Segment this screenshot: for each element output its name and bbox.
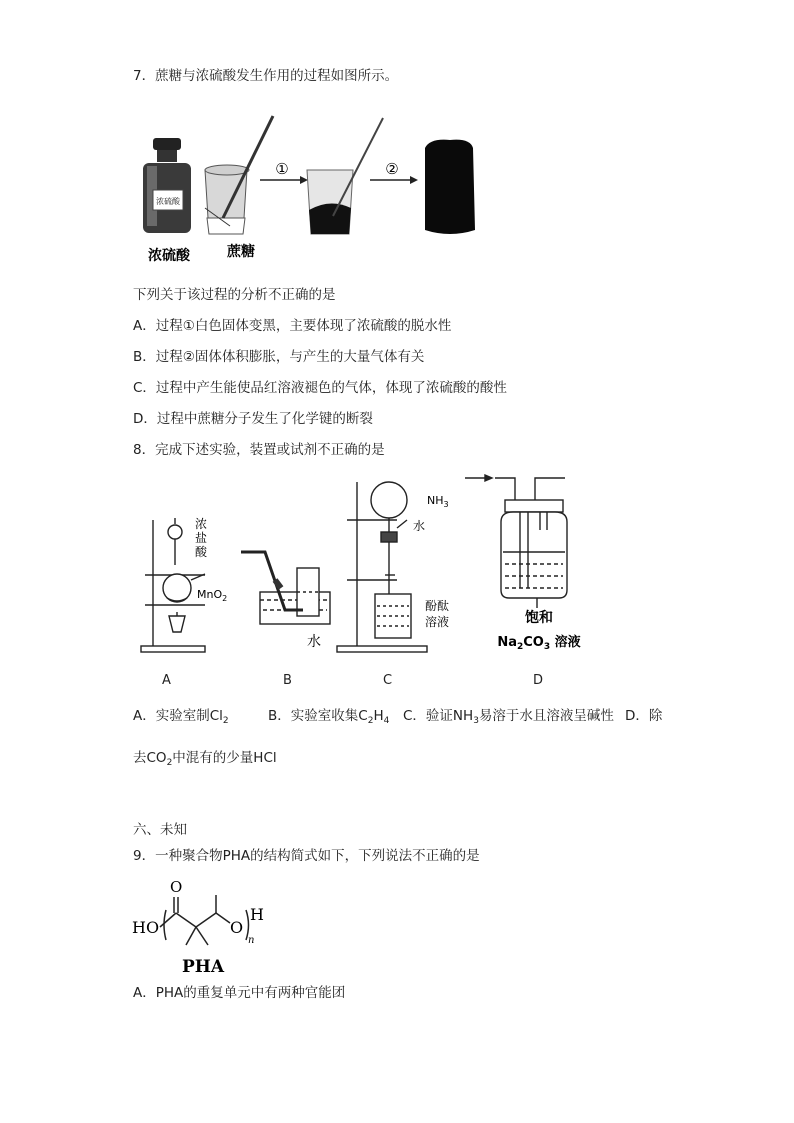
sulfuric-acid-bottle [143,138,191,233]
q9-option-a: A．PHA的重复单元中有两种官能团 [133,985,346,1001]
carbon-column [425,140,475,234]
apparatus-d [465,475,567,608]
label-d: D [533,673,544,688]
q7-option-a: A．过程①白色固体变黑，主要体现了浓硫酸的脱水性 [133,318,452,334]
apparatus-b [241,552,330,624]
pha-structure [130,875,280,980]
q7-stem: 7．蔗糖与浓硫酸发生作用的过程如图所示。 [133,68,399,84]
a-acid-1: 浓 [195,517,208,531]
label-c: C [383,673,393,688]
c-water: 水 [413,519,426,533]
q8-stem: 8．完成下述实验，装置或试剂不正确的是 [133,442,385,458]
label-a: A [162,673,171,688]
c-nh3: $NH_3$ [427,494,449,509]
q9-stem: 9．一种聚合物PHA的结构简式如下，下列说法不正确的是 [133,848,480,864]
q7-option-d: D．过程中蔗糖分子发生了化学键的断裂 [133,411,373,427]
c-phenol-1: 酚酞 [425,599,450,613]
q8-option-d-cont: 去$CO_2$中混有的少量HCl [133,750,277,768]
label-b: B [283,673,292,688]
beaker-caption: 蔗糖 [227,244,255,260]
b-water: 水 [307,634,321,650]
q8-option-c: C．验证$NH_3$易溶于水且溶液呈碱性 [403,708,614,726]
apparatus-c [337,482,427,652]
n-subscript: n [248,935,255,946]
blackened-beaker [307,118,383,234]
q8-option-a: A．实验室制$Cl_2$ [133,708,229,726]
pha-name: PHA [182,957,225,977]
q8-figure [135,470,605,665]
step1-label: ① [275,160,289,178]
bottle-label: 浓硫酸 [156,197,180,206]
q7-question: 下列关于该过程的分析不正确的是 [133,287,336,303]
step2-label: ② [385,160,399,178]
ether-o: O [230,918,244,937]
q7-option-b: B．过程②固体体积膨胀，与产生的大量气体有关 [133,349,425,365]
q7-option-c: C．过程中产生能使品红溶液褪色的气体，体现了浓硫酸的酸性 [133,380,507,396]
d-solution: $Na_2CO_3$ 溶液 [497,635,581,652]
q8-option-b: B．实验室收集$C_2H_4$ [268,708,390,726]
a-acid-3: 酸 [195,545,208,559]
section-heading: 六、未知 [133,822,187,838]
bottle-caption: 浓硫酸 [148,248,190,264]
q7-figure [135,108,495,268]
sugar-beaker [205,116,273,234]
q8-option-d: D．除 [625,708,663,724]
carbonyl-o: O [170,878,183,896]
a-acid-2: 盐 [195,531,208,545]
a-mno2: MnO$_2$ [197,588,228,603]
ho-label: HO [132,918,160,937]
c-phenol-2: 溶液 [425,615,450,629]
end-h: H [250,905,264,924]
d-saturated: 饱和 [525,610,553,626]
